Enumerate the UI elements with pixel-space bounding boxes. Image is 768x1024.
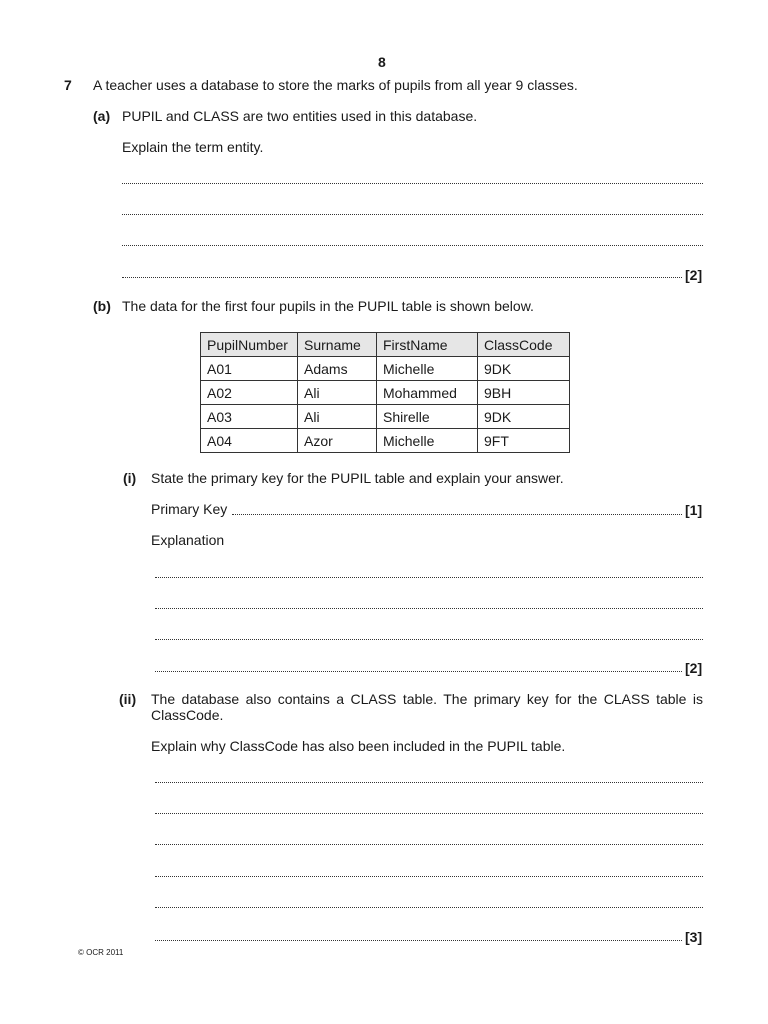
part-a-text: PUPIL and CLASS are two entities used in this database. xyxy=(122,108,478,124)
answer-line-a4[interactable] xyxy=(122,277,682,278)
sub-ii-prompt: Explain why ClassCode has also been included in the PUPIL table. xyxy=(151,738,566,754)
table-cell: A03 xyxy=(201,405,298,429)
table-header-row xyxy=(201,333,570,357)
table-cell: Ali xyxy=(298,381,377,405)
part-a-prompt: Explain the term entity. xyxy=(122,139,264,155)
answer-line-ii6[interactable] xyxy=(155,940,682,941)
sub-i-mark: [2] xyxy=(685,660,703,676)
table-cell: Michelle xyxy=(377,429,478,453)
primary-key-label: Primary Key xyxy=(151,501,228,517)
answer-line-i3[interactable] xyxy=(155,639,703,640)
col-header: FirstName xyxy=(377,333,478,357)
answer-line-i1[interactable] xyxy=(155,577,703,578)
sub-i-label: (i) xyxy=(123,470,137,486)
answer-line-a1[interactable] xyxy=(122,183,703,184)
answer-line-ii3[interactable] xyxy=(155,844,703,845)
part-a-mark: [2] xyxy=(685,267,703,283)
table-cell: A01 xyxy=(201,357,298,381)
answer-line-ii5[interactable] xyxy=(155,907,703,908)
col-header: Surname xyxy=(298,333,377,357)
table-row xyxy=(201,405,570,429)
table-cell: 9DK xyxy=(478,357,570,381)
answer-line-i2[interactable] xyxy=(155,608,703,609)
table-cell: Mohammed xyxy=(377,381,478,405)
question-number: 7 xyxy=(64,77,72,93)
primary-key-mark: [1] xyxy=(685,502,703,518)
table-row xyxy=(201,381,570,405)
sub-i-text: State the primary key for the PUPIL table and explain your answer. xyxy=(151,470,564,486)
table-cell: Adams xyxy=(298,357,377,381)
answer-line-ii2[interactable] xyxy=(155,813,703,814)
table-cell: Ali xyxy=(298,405,377,429)
answer-line-a2[interactable] xyxy=(122,214,703,215)
page-number: 8 xyxy=(378,54,386,70)
answer-line-ii4[interactable] xyxy=(155,876,703,877)
sub-ii-mark: [3] xyxy=(685,929,703,945)
explanation-label: Explanation xyxy=(151,532,225,548)
answer-line-i4[interactable] xyxy=(155,671,682,672)
part-a-label: (a) xyxy=(93,108,111,124)
table-row xyxy=(201,429,570,453)
table-cell: Michelle xyxy=(377,357,478,381)
table-cell: A02 xyxy=(201,381,298,405)
table-cell: 9FT xyxy=(478,429,570,453)
table-cell: 9DK xyxy=(478,405,570,429)
sub-ii-label: (ii) xyxy=(119,691,137,707)
table-cell: Shirelle xyxy=(377,405,478,429)
pupil-table xyxy=(200,332,570,453)
col-header: PupilNumber xyxy=(201,333,298,357)
question-stem: A teacher uses a database to store the marks of pupils from all year 9 classes. xyxy=(93,77,578,93)
table-cell: A04 xyxy=(201,429,298,453)
answer-line-a3[interactable] xyxy=(122,245,703,246)
part-b-label: (b) xyxy=(93,298,111,314)
table-cell: 9BH xyxy=(478,381,570,405)
table-row xyxy=(201,357,570,381)
primary-key-answer-line[interactable] xyxy=(232,514,682,515)
answer-line-ii1[interactable] xyxy=(155,782,703,783)
col-header: ClassCode xyxy=(478,333,570,357)
sub-ii-text: The database also contains a CLASS table. The primary key for the CLASS table is ClassCode. xyxy=(151,691,703,723)
table-cell: Azor xyxy=(298,429,377,453)
part-b-intro: The data for the first four pupils in the PUPIL table is shown below. xyxy=(122,298,534,314)
copyright-notice: © OCR 2011 xyxy=(78,948,124,957)
